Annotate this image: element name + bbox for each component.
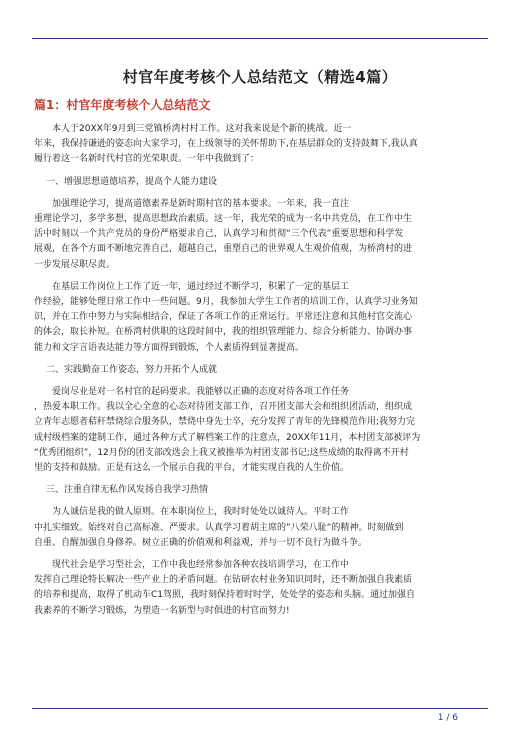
text-line: 在基层工作岗位上工作了近一年，通过经过不断学习，积累了一定的基层工 [52,281,350,292]
text-line: 成村级档案的建制工作，通过各种方式了解档案工作的注意点，20XX年11月，本村团支部被评为 [34,432,421,443]
text-line: 活中时刻以一个共产党员的身份严格要求自己，认真学习和贯彻“三个代表”重要思想和科学发 [34,229,404,240]
subheading [34,175,484,190]
text-line: 重理论学习，多学多想，提高思想政治素质。这一年，我光荣的成为一名中共党员，在工作中生 [34,214,413,225]
paragraph [34,280,484,356]
header-rule [32,38,488,39]
paragraph [34,558,484,619]
text-line: 一、增强思想道德培养，提高个人能力建设 [46,176,218,187]
text-line: 本人于20XX年9月到三党镇桥湾村村工作。这对我来说是个新的挑战。近一 [52,124,352,134]
paragraph [34,122,484,168]
text-line: 二、实践勤奋工作姿态，努力开拓个人成就 [46,364,218,375]
page-number: 1 / 6 [437,713,458,723]
text-line: 爱岗尽业是对一名村官的起码要求。我能够以正确的态度对待各项工作任务 [52,387,350,398]
text-line: ，热爱本职工作。我以全心全意的心态对待团支部工作，召开团支部大会和组织团活动，组织成 [34,402,413,413]
text-line: 能力和文字言语表达能力等方面得到锻炼，个人素质得到显著提高。 [34,342,305,353]
text-line: 加强理论学习，提高道德素养是新时期村官的基本要求。一年来，我一直注 [52,198,350,209]
document-body [34,122,484,626]
text-line: 中扎实细致。始终对自己高标准、严要求。认真学习着胡主席的”八荣八耻”的精神。时刻做到 [34,522,404,533]
text-line: 我素养的不断学习锻炼，为塑造一名新型与时俱进的村官而努力! [34,605,290,616]
text-line: 发挥自己理论特长解决一些产业上的矛盾问题。在钻研农村业务知识同时，还不断加强自我素质 [34,575,413,586]
footer-rule [32,708,488,709]
text-line: 的培养和提高，取得了机动车C1驾照，我时刻保持着时时学，处处学的姿态和头脑。通过加强自 [34,590,416,601]
section-heading: 篇1：村官年度考核个人总结范文 [34,98,211,112]
paragraph [34,505,484,551]
text-line: “优秀团组织”，12月份的团支部改选会上我又被推举为村团支部书记;这些成绩的取得离不开村 [34,447,409,458]
text-line: 为人诚信是我的做人原则。在本职岗位上，我时时处处以诚待人。平时工作 [52,507,350,518]
text-line: 立青年志愿者秸秆禁烧综合服务队，禁烧中身先士卒，充分发挥了青年的先锋模范作用;我努力完 [34,417,416,428]
paragraph [34,385,484,476]
text-line: 里的支持和鼓励。正是有这么一个展示自我的平台，才能实现自我的人生价值。 [34,463,350,474]
text-line: 履行着这一名新时代村官的光荣职责。一年中我做到了： [34,154,260,165]
text-line: 自重、自醒加强自身修养。树立正确的价值观和利益观，并与一切不良行为做斗争。 [34,537,368,548]
text-line: 年来，我保持谦逊的姿态向大家学习，在上级领导的关怀帮助下,在基层群众的支持鼓舞下,我认真 [34,139,418,150]
text-line: 的体会，取长补短。在桥湾村供职的这段时间中，我的组织管理能力、综合分析能力、协调办事 [34,327,413,338]
text-line: 识，并在工作中努力与实际相结合，保证了各项工作的正常运行。平常还注意和其他村官交流心 [34,312,413,323]
text-line: 作经验，能够处理日常工作中一些问题。9月，我参加大学生工作者的培训工作，认真学习业务知 [34,297,418,308]
subheading [34,363,484,378]
text-line: 展观，在各个方面不断地完善自己，超越自己，重塑自己的世界观人生观价值观，为桥湾村的进 [34,244,413,255]
paragraph [34,197,484,273]
document-title: 村官年度考核个人总结范文（精选4篇） [122,68,398,86]
text-line: 三、注重自律无私作风发扬自我学习热情 [46,485,209,496]
text-line: 现代社会是学习型社会，工作中我也经常参加各种农技培训学习，在工作中 [52,560,350,571]
text-line: 一步发展尽职尽责。 [34,259,116,270]
subheading [34,483,484,498]
